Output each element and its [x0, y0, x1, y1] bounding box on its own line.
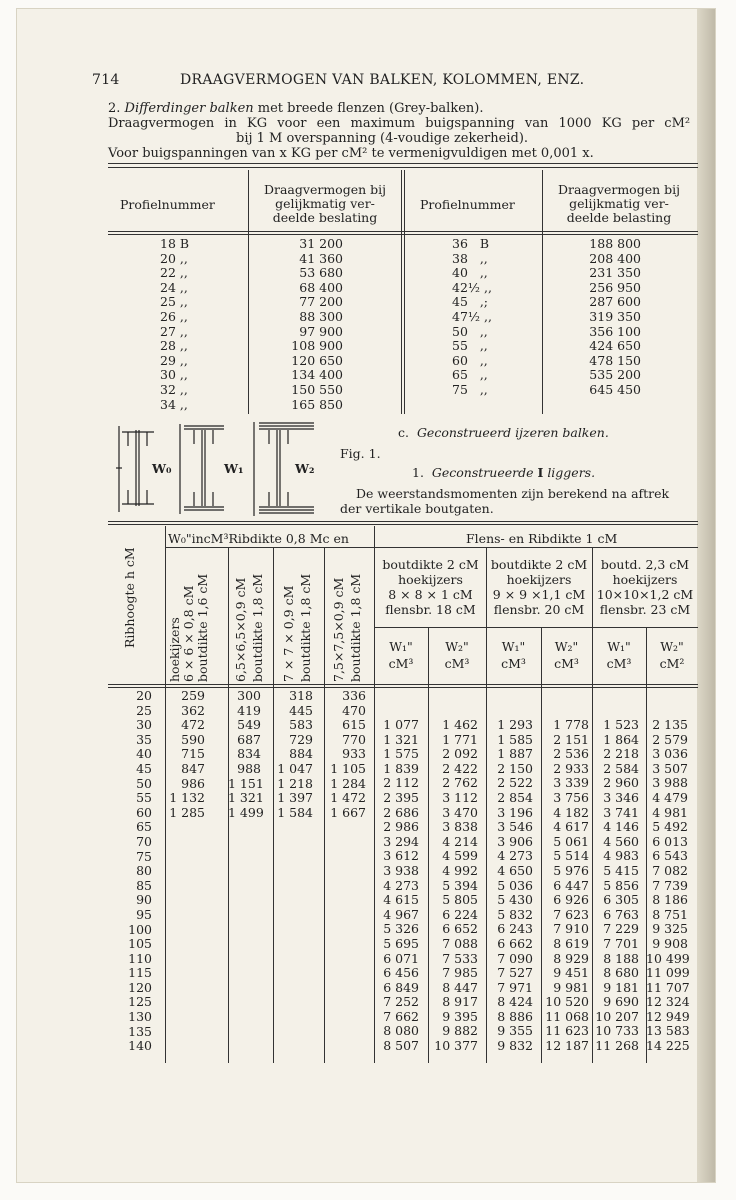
table2-w-head-4: W₂" cM³	[554, 639, 579, 671]
table2-sub-rule	[374, 627, 698, 628]
section-c-heading: c. Geconstrueerd ijzeren balken.	[398, 425, 609, 440]
table2-w-head-5: W₁" cM³	[606, 639, 632, 671]
table1-vline-4	[542, 170, 543, 414]
table1-right-values: 188 800 208 400 231 350 256 950 287 600 319 350 356 100 424 650 478 150 535 200 645 450	[589, 236, 641, 397]
table1-head-draag-left: Draagvermogen bij gelijkmatig ver- deelde beslating	[263, 182, 386, 225]
subsection-heading: 1. Geconstrueerde I liggers.	[412, 465, 596, 480]
intro-line-3: bij 1 M overspanning (4-voudige zekerheid).	[236, 131, 529, 146]
table2-col1-head: hoekijzers 6 × 6 × 0,8 cM boutdikte 1,6 cM	[167, 573, 210, 682]
table2-col10-values: 2 135 2 579 3 036 3 507 3 988 4 479 4 981 5 492 6 013 6 543 7 082 7 739 8 186 8 751 9 325 9 908 10 499 11 099 11 707 12 324 12 949 13 583 14 225	[646, 717, 690, 1054]
section-c-text-2: der vertikale boutgaten.	[340, 501, 494, 516]
table2-sub1-head: boutdikte 2 cM hoekijzers 8 × 8 × 1 cM flensbr. 18 cM	[382, 557, 479, 617]
intro-line-2: Draagvermogen in KG voor een maximum buigspanning van 1000 KG per cM²	[108, 116, 691, 131]
page-number: 714	[92, 72, 120, 88]
table2-top-rule	[108, 521, 698, 522]
table2-col2-values: 300 419 549 687 834 988 1 151 1 321 1 499	[228, 688, 264, 820]
table1-head-profiel-right: Profielnummer	[420, 197, 515, 212]
table2-col4-values: 336 470 615 770 933 1 105 1 284 1 472 1 667	[330, 688, 366, 820]
table1-header-rule-2	[108, 234, 698, 235]
figure-label-w2: W₂	[295, 461, 315, 476]
table1-right-profiles: 36 B 38 ,, 40 ,, 42½ ,, 45 ,; 47½ ,, 50 ,, 55 ,, 60 ,, 65 ,, 75 ,,	[452, 236, 492, 397]
section-c-text-1: De weerstandsmomenten zijn berekend na aftrek	[356, 486, 670, 501]
table1-left-profiles: 18 B 20 ,, 22 ,, 24 ,, 25 ,, 26 ,, 27 ,, 28 ,, 29 ,, 30 ,, 32 ,, 34 ,,	[160, 236, 190, 412]
table1-top-rule-2	[108, 167, 698, 168]
table2-w-head-3: W₁" cM³	[501, 639, 526, 671]
table2-rib-head: Ribhoogte h cM	[122, 547, 137, 648]
table2-col5-values: 1 077 1 321 1 575 1 839 2 112 2 395 2 686 2 986 3 294 3 612 3 938 4 273 4 615 4 967 5 326 5 695 6 071 6 456 6 849 7 252 7 662 8 080 8 507	[383, 717, 419, 1054]
table1-header-rule	[108, 231, 698, 232]
table2-w-head-6: W₂" cM²	[659, 639, 685, 671]
table1-left-values: 31 200 41 360 53 680 68 400 77 200 88 300 97 900 108 900 120 650 134 400 150 550 165 850	[291, 236, 343, 412]
table2-w-head-1: W₁" cM³	[388, 639, 414, 671]
page-gutter	[697, 9, 715, 1183]
table2-col3-head: 7 × 7 × 0,9 cM boutdikte 1,8 cM	[281, 573, 313, 682]
table1-head-draag-right: Draagvermogen bij gelijkmatig ver- deelde belasting	[557, 182, 680, 225]
table2-w-head-2: W₂" cM³	[444, 639, 470, 671]
table1-vline-2	[401, 170, 402, 414]
table2-col6-values: 1 462 1 771 2 092 2 422 2 762 3 112 3 470 3 838 4 214 4 599 4 992 5 394 5 805 6 224 6 652 7 088 7 533 7 985 8 447 8 917 9 395 9 882 10 377	[434, 717, 478, 1054]
table2-rib-column: 20 25 30 35 40 45 50 55 60 65 70 75 80 85 90 95 100 105 110 115 120 125 130 135 140	[128, 688, 152, 1054]
table1-top-rule	[108, 163, 698, 164]
table2-group-rule	[165, 547, 698, 548]
table2-group1-head: W₀"incM³Ribdikte 0,8 Mc en	[168, 531, 349, 546]
running-title: DRAAGVERMOGEN VAN BALKEN, KOLOMMEN, ENZ.	[180, 72, 585, 88]
figure-label-w1: W₁	[224, 461, 244, 476]
table2-col7-values: 1 293 1 585 1 887 2 150 2 522 2 854 3 196 3 546 3 906 4 273 4 650 5 036 5 430 5 832 6 243 6 662 7 090 7 527 7 971 8 424 8 886 9 355 9 832	[497, 717, 533, 1054]
table2-col1-values: 259 362 472 590 715 847 986 1 132 1 285	[169, 688, 205, 820]
intro-line-4: Voor buigspanningen van x KG per cM² te vermenigvuldigen met 0,001 x.	[108, 146, 594, 161]
table1-head-profiel-left: Profielnummer	[120, 197, 215, 212]
table2-top-rule-2	[108, 524, 698, 525]
figure-section-w1	[180, 424, 224, 514]
table2-col2-head: 6,5×6,5×0,9 cM boutdikte 1,8 cM	[233, 573, 265, 682]
figure-caption: Fig. 1.	[340, 446, 381, 461]
table2-sub3-head: boutd. 2,3 cM hoekijzers 10×10×1,2 cM flensbr. 23 cM	[596, 557, 694, 617]
figure-section-w0	[116, 426, 154, 512]
table1-vline-3	[404, 170, 405, 414]
figure-label-w0: W₀	[152, 461, 172, 476]
intro-line-1: 2. Differdinger balken met breede flenzen (Grey-balken).	[108, 101, 484, 116]
table2-sub2-head: boutdikte 2 cM hoekijzers 9 × 9 ×1,1 cM flensbr. 20 cM	[490, 557, 588, 617]
table2-group2-head: Flens- en Ribdikte 1 cM	[466, 531, 618, 546]
table2-col9-values: 1 523 1 864 2 218 2 584 2 960 3 346 3 741 4 146 4 560 4 983 5 415 5 856 6 305 6 763 7 229 7 701 8 188 8 680 9 181 9 690 10 207 10 733 11 268	[595, 717, 639, 1054]
table2-col4-head: 7,5×7,5×0,9 cM boutdikte 1,8 cM	[331, 573, 363, 682]
table2-col8-values: 1 778 2 151 2 536 2 933 3 339 3 756 4 182 4 617 5 061 5 514 5 976 6 447 6 926 7 623 7 910 8 619 8 929 9 451 9 981 10 520 11 068 11 623 12 187	[545, 717, 589, 1054]
table2-col3-values: 318 445 583 729 884 1 047 1 218 1 397 1 584	[277, 688, 313, 820]
table2-header-rule	[108, 684, 698, 685]
